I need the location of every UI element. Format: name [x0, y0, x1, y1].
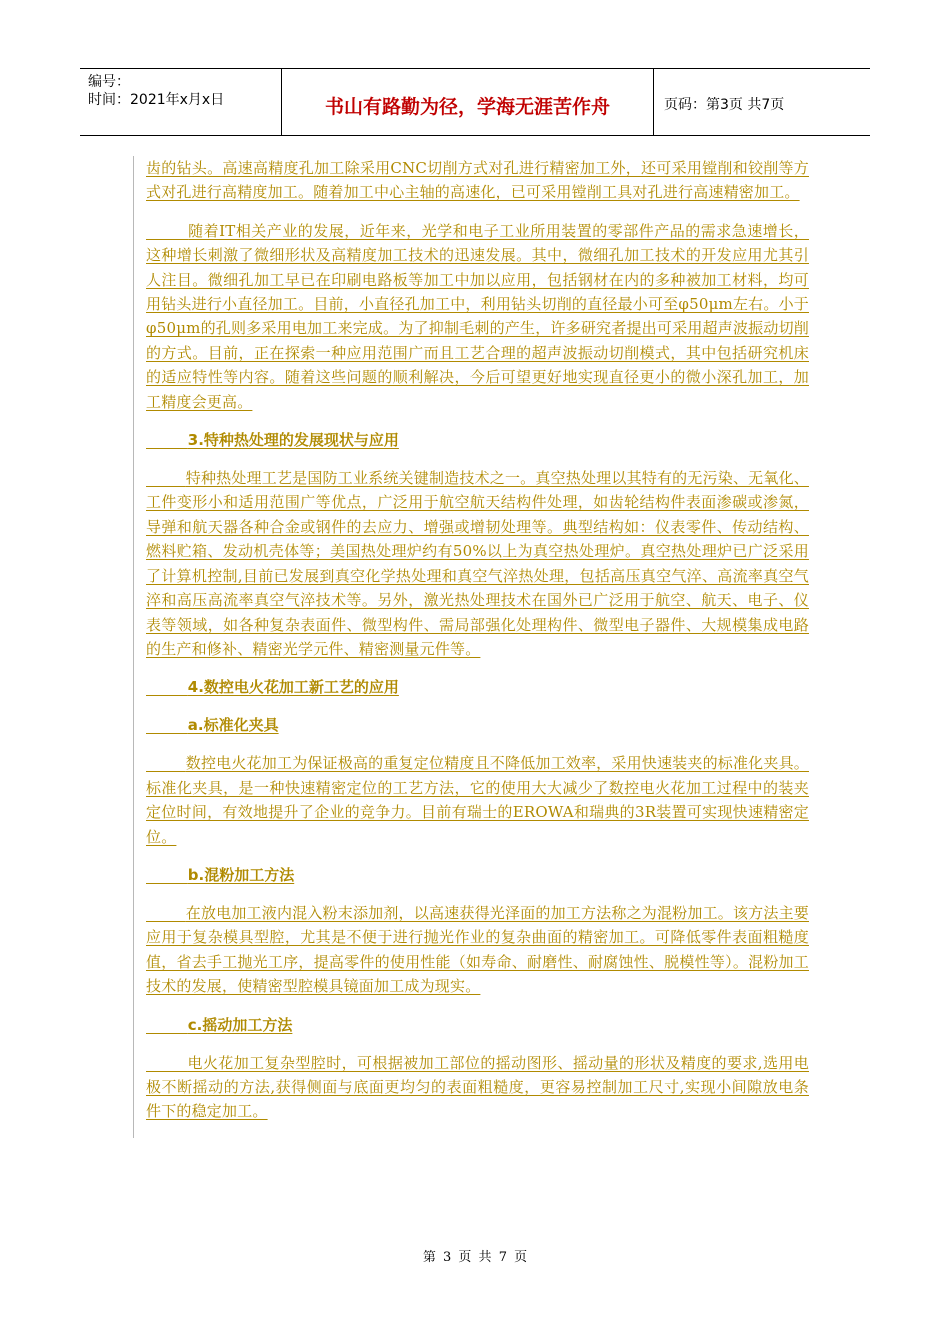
paragraph-c: 电火花加工复杂型腔时，可根据被加工部位的摇动图形、摇动量的形状及精度的要求,选用电极不断摇动的方法,获得侧面与底面更均匀的表面粗糙度，更容易控制加工尺寸,实现小间隙放电条件下的稳定加工。 [146, 1053, 809, 1121]
page-footer: 第 3 页 共 7 页 [422, 1250, 528, 1265]
paragraph-2: 随着IT相关产业的发展，近年来，光学和电子工业所用装置的零部件产品的需求急速增长，这种增长刺激了微细形状及高精度加工技术的迅速发展。其中，微细孔加工技术的开发应用尤其引人注目。微细孔加工早已在印刷电路板等加工中加以应用，包括钢材在内的多种被加工材料，均可用钻头进行小直径加工。目前，小直径孔加工中，利用钻头切削的直径最小可至φ50μm左右。小于φ50μm的孔则多采用电加工来完成。为了抑制毛刺的产生，许多研究者提出可采用超声波振动切削的方式。目前，正在探索一种应用范围广而且工艺合理的超声波振动切削模式，其中包括研究机床的适应特性等内容。随着这些问题的顺利解决，今后可望更好地实现直径更小的微小深孔加工，加工精度会更高。 [146, 221, 809, 411]
paragraph-3: 特种热处理工艺是国防工业系统关键制造技术之一。真空热处理以其特有的无污染、无氧化、工件变形小和适用范围广等优点，广泛用于航空航天结构件处理，如齿轮结构件表面渗碳或渗氮，导弹和航天器各种合金或钢件的去应力、增强或增韧处理等。典型结构如：仪表零件、传动结构、燃料贮箱、发动机壳体等；美国热处理炉约有50%以上为真空热处理炉。真空热处理炉已广泛采用了计算机控制,目前已发展到真空化学热处理和真空气淬热处理，包括高压真空气淬、高流率真空气淬和高压高流率真空气淬技术等。另外，激光热处理技术在国外已广泛用于航空、航天、电子、仪表等领域，如各种复杂表面件、微型构件、需局部强化处理构件、微型电子器件、大规模集成电路的生产和修补、精密光学元件、精密测量元件等。 [146, 469, 809, 658]
paragraph-b: 在放电加工液内混入粉末添加剂，以高速获得光泽面的加工方法称之为混粉加工。该方法主要应用于复杂模具型腔，尤其是不便于进行抛光作业的复杂曲面的精密加工。可降低零件表面粗糙度值，省去手工抛光工序，提高零件的使用性能（如寿命、耐磨性、耐腐蚀性、脱模性等）。混粉加工技术的发展，使精密型腔模具镜面加工成为现实。 [146, 903, 809, 996]
motto: 书山有路勤为径，学海无涯苦作舟 [282, 69, 654, 135]
section-heading-3: 3.特种热处理的发展现状与应用 [187, 431, 399, 450]
number-label: 编号： [88, 74, 130, 90]
header-table [80, 68, 870, 136]
time-label: 时间：2021年x月x日 [88, 92, 225, 108]
paragraph-a: 数控电火花加工为保证极高的重复定位精度且不降低加工效率，采用快速装夹的标准化夹具。标准化夹具，是一种快速精密定位的工艺方法，它的使用大大减少了数控电火花加工过程中的装夹定位时间，有效地提升了企业的竞争力。目前有瑞士的EROWA和瑞典的3R装置可实现快速精密定位。 [146, 754, 809, 846]
paragraph-1: 齿的钻头。高速高精度孔加工除采用CNC切削方式对孔进行精密加工外，还可采用镗削和铰削等方式对孔进行高精度加工。随着加工中心主轴的高速化，已可采用镗削工具对孔进行高速精密加工。 [146, 159, 809, 202]
subheading-b: b.混粉加工方法 [187, 865, 295, 884]
subheading-a: a.标准化夹具 [187, 716, 279, 735]
document-body [133, 156, 809, 1138]
page-label: 页码：第3页 共7页 [664, 97, 785, 113]
section-heading-4: 4.数控电火花加工新工艺的应用 [187, 678, 399, 697]
subheading-c: c.摇动加工方法 [187, 1015, 293, 1034]
header-left-cell [80, 69, 282, 135]
